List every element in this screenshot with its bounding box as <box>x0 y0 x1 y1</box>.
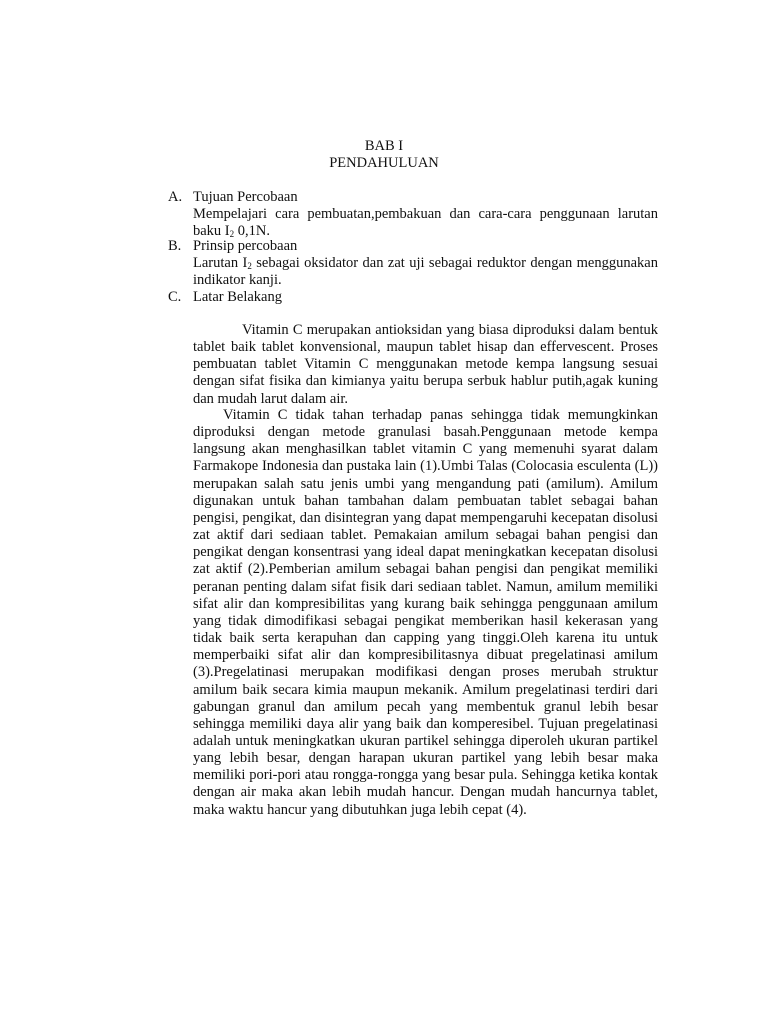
chapter-number: BAB I <box>364 138 404 154</box>
section-a-text <box>193 206 658 240</box>
section-b-title: Prinsip percobaan <box>193 238 298 254</box>
section-b-text <box>193 255 658 289</box>
section-a-subscript: 2 <box>229 229 235 239</box>
section-a-text-main: Mempelajari cara pembuatan,pembakuan dan cara-cara penggunaan larutan baku I <box>193 206 658 239</box>
body-paragraph-1: Vitamin C merupakan antioksidan yang biasa diproduksi dalam bentuk tablet baik tablet konvensional, maupun tablet hisap dan effervescent. Proses pembuatan tablet Vitamin C menggunakan metode kempa langsung sesuai dengan sifat fisika dan kimianya yaitu berupa serbuk hablur putih,agak kuning dan mudah larut dalam air. <box>193 322 658 407</box>
section-a-letter: A. <box>168 189 183 205</box>
body-paragraph-2: Vitamin C tidak tahan terhadap panas sehingga tidak memungkinkan diproduksi dengan metode granulasi basah.Penggunaan metode kempa langsung akan menghasilkan tablet vitamin C yang memenuhi syarat dalam Farmakope Indonesia dan pustaka lain (1).Umbi Talas (Colocasia esculenta (L)) merupakan salah satu jenis umbi yang mengandung pati (amilum). Amilum digunakan untuk bahan tambahan dalam pembuatan tablet sebagai bahan pengisi, pengikat, dan disintegran yang dapat mempengaruhi kecepatan disolusi zat aktif dari sediaan tablet. Pemakaian amilum sebagai bahan pengisi dan pengikat dengan konsentrasi yang ideal dapat meningkatkan kecepatan disolusi zat aktif (2).Pemberian amilum sebagai bahan pengisi dan pengikat memiliki peranan penting dalam sifat fisik dari sediaan tablet. Namun, amilum memiliki sifat alir dan kompresibilitas yang kurang baik sehingga penggunaan amilum yang tidak dimodifikasi sebagai pengikat memberikan hasil kekerasan yang tidak baik serta kerapuhan dan capping yang tinggi.Oleh karena itu untuk memperbaiki sifat alir dan kompresibilitasnya dibuat pregelatinasi amilum (3).Pregelatinasi merupakan modifikasi dengan proses merubah struktur amilum baik secara kimia maupun mekanik. Amilum pregelatinasi terdiri dari gabungan granul dan amilum pecah yang membentuk granul lebih besar sehingga memiliki daya alir yang baik dan komperesibel. Tujuan pregelatinasi adalah untuk meningkatkan ukuran partikel sehingga diperoleh ukuran partikel yang lebih besar, dengan harapan ukuran partikel yang lebih besar maka memiliki pori-pori atau rongga-rongga yang besar pula. Sehingga ketika kontak dengan air maka akan lebih mudah hancur. Dengan mudah hancurnya tablet, maka waktu hancur yang dibutuhkan juga lebih cepat (4). <box>193 407 658 818</box>
section-b-letter: B. <box>168 238 182 254</box>
section-b-subscript: 2 <box>247 261 252 271</box>
chapter-title: PENDAHULUAN <box>329 155 439 171</box>
section-b-text-tail: sebagai oksidator dan zat uji sebagai reduktor dengan menggunakan indikator kanji. <box>193 255 658 288</box>
section-c-letter: C. <box>168 289 182 305</box>
section-b-text-main: Larutan I <box>193 255 248 271</box>
section-c-title: Latar Belakang <box>193 289 282 305</box>
section-a-text-tail: 0,1N. <box>234 223 270 239</box>
section-a-title: Tujuan Percobaan <box>193 189 298 205</box>
